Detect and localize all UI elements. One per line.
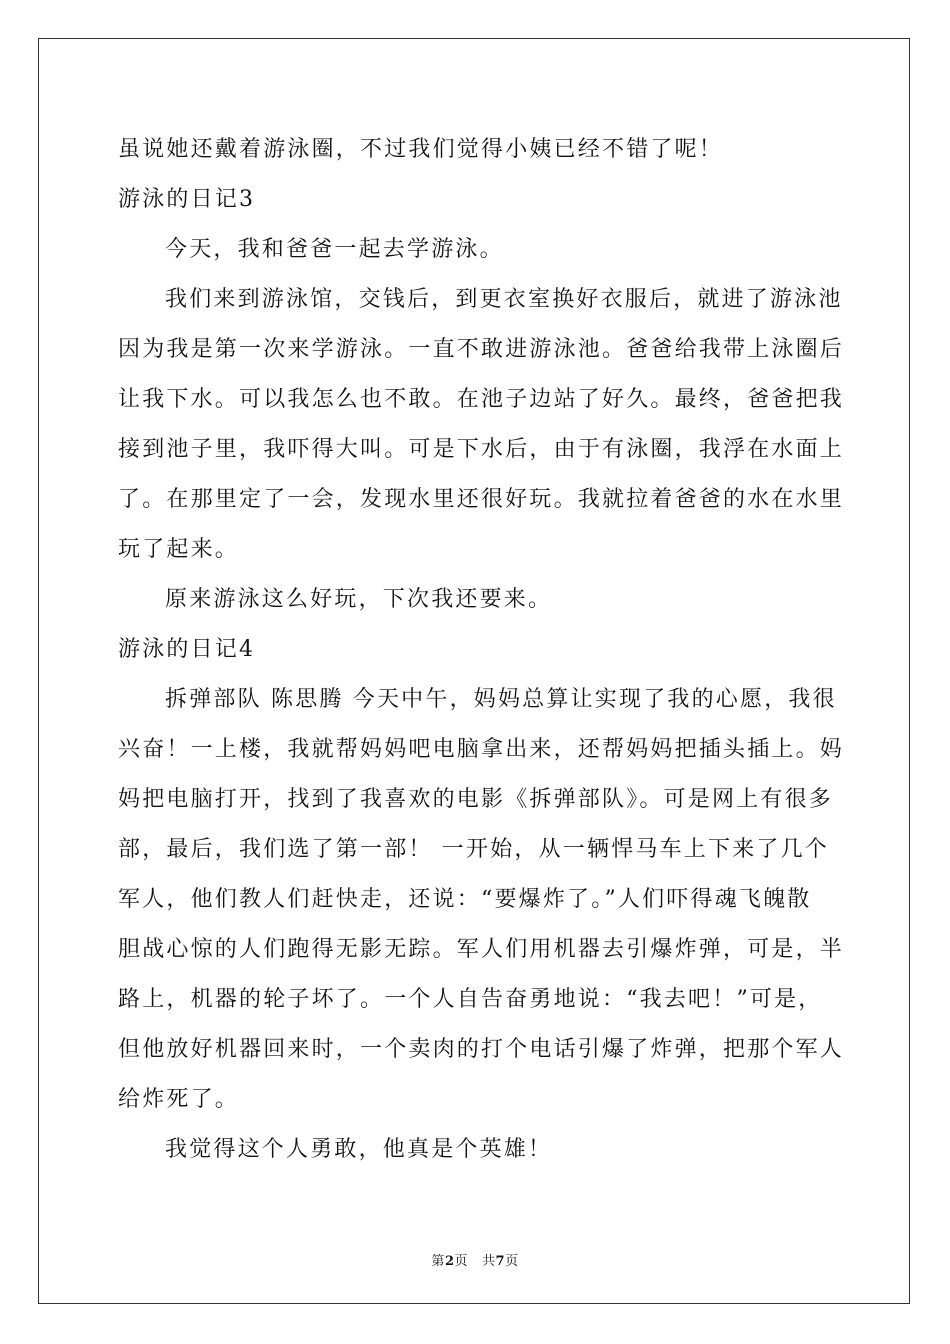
page-footer (0, 1250, 950, 1269)
page-number-current: 2 (444, 1254, 455, 1269)
text-line: 军人，他们教人们赶快走，还说：“要爆炸了。”人们吓得魂飞魄散 (118, 887, 812, 912)
text-line: 因为我是第一次来学游泳。一直不敢进游泳池。爸爸给我带上泳圈后 (118, 337, 845, 362)
text-line: 部，最后，我们选了第一部！ 一开始，从一辆悍马车上下来了几个 (118, 837, 829, 862)
text-line: 玩了起来。 (118, 537, 240, 562)
text-line: 胆战心惊的人们跑得无影无踪。军人们用机器去引爆炸弹，可是，半 (118, 937, 845, 962)
text-line: 接到池子里，我吓得大叫。可是下水后，由于有泳圈，我浮在水面上 (118, 437, 845, 462)
text-line: 原来游泳这么好玩，下次我还要来。 (165, 587, 553, 612)
section-heading: 游泳的日记4 (118, 637, 256, 662)
text-line: 拆弹部队 陈思腾 今天中午，妈妈总算让实现了我的心愿，我很 (165, 687, 837, 712)
text-line: 今天，我和爸爸一起去学游泳。 (165, 237, 504, 262)
text-line: 了。在那里定了一会，发现水里还很好玩。我就拉着爸爸的水在水里 (118, 487, 845, 512)
text-line: 让我下水。可以我怎么也不敢。在池子边站了好久。最终，爸爸把我 (118, 387, 845, 412)
text-line: 我觉得这个人勇敢，他真是个英雄！ (165, 1137, 553, 1162)
text-line: 我们来到游泳馆，交钱后，到更衣室换好衣服后，就进了游泳池 (165, 287, 843, 312)
text-line: 妈把电脑打开，找到了我喜欢的电影《拆弹部队》。可是网上有很多 (118, 787, 834, 812)
section-heading: 游泳的日记3 (118, 187, 256, 212)
page-total-prefix: 共 (482, 1254, 496, 1269)
text-line: 兴奋！一上楼，我就帮妈妈吧电脑拿出来，还帮妈妈把插头插上。妈 (118, 737, 845, 762)
text-line: 路上，机器的轮子坏了。一个人自告奋勇地说：“我去吧！”可是， (118, 987, 823, 1012)
page-number-total: 7 (495, 1254, 506, 1269)
page-total-suffix: 页 (505, 1254, 519, 1269)
page-number-suffix: 页 (454, 1254, 468, 1269)
page-number-prefix: 第 (431, 1254, 445, 1269)
text-line: 但他放好机器回来时，一个卖肉的打个电话引爆了炸弹，把那个军人 (118, 1037, 845, 1062)
text-line: 给炸死了。 (118, 1087, 240, 1112)
text-line: 虽说她还戴着游泳圈，不过我们觉得小姨已经不错了呢！ (118, 137, 724, 162)
